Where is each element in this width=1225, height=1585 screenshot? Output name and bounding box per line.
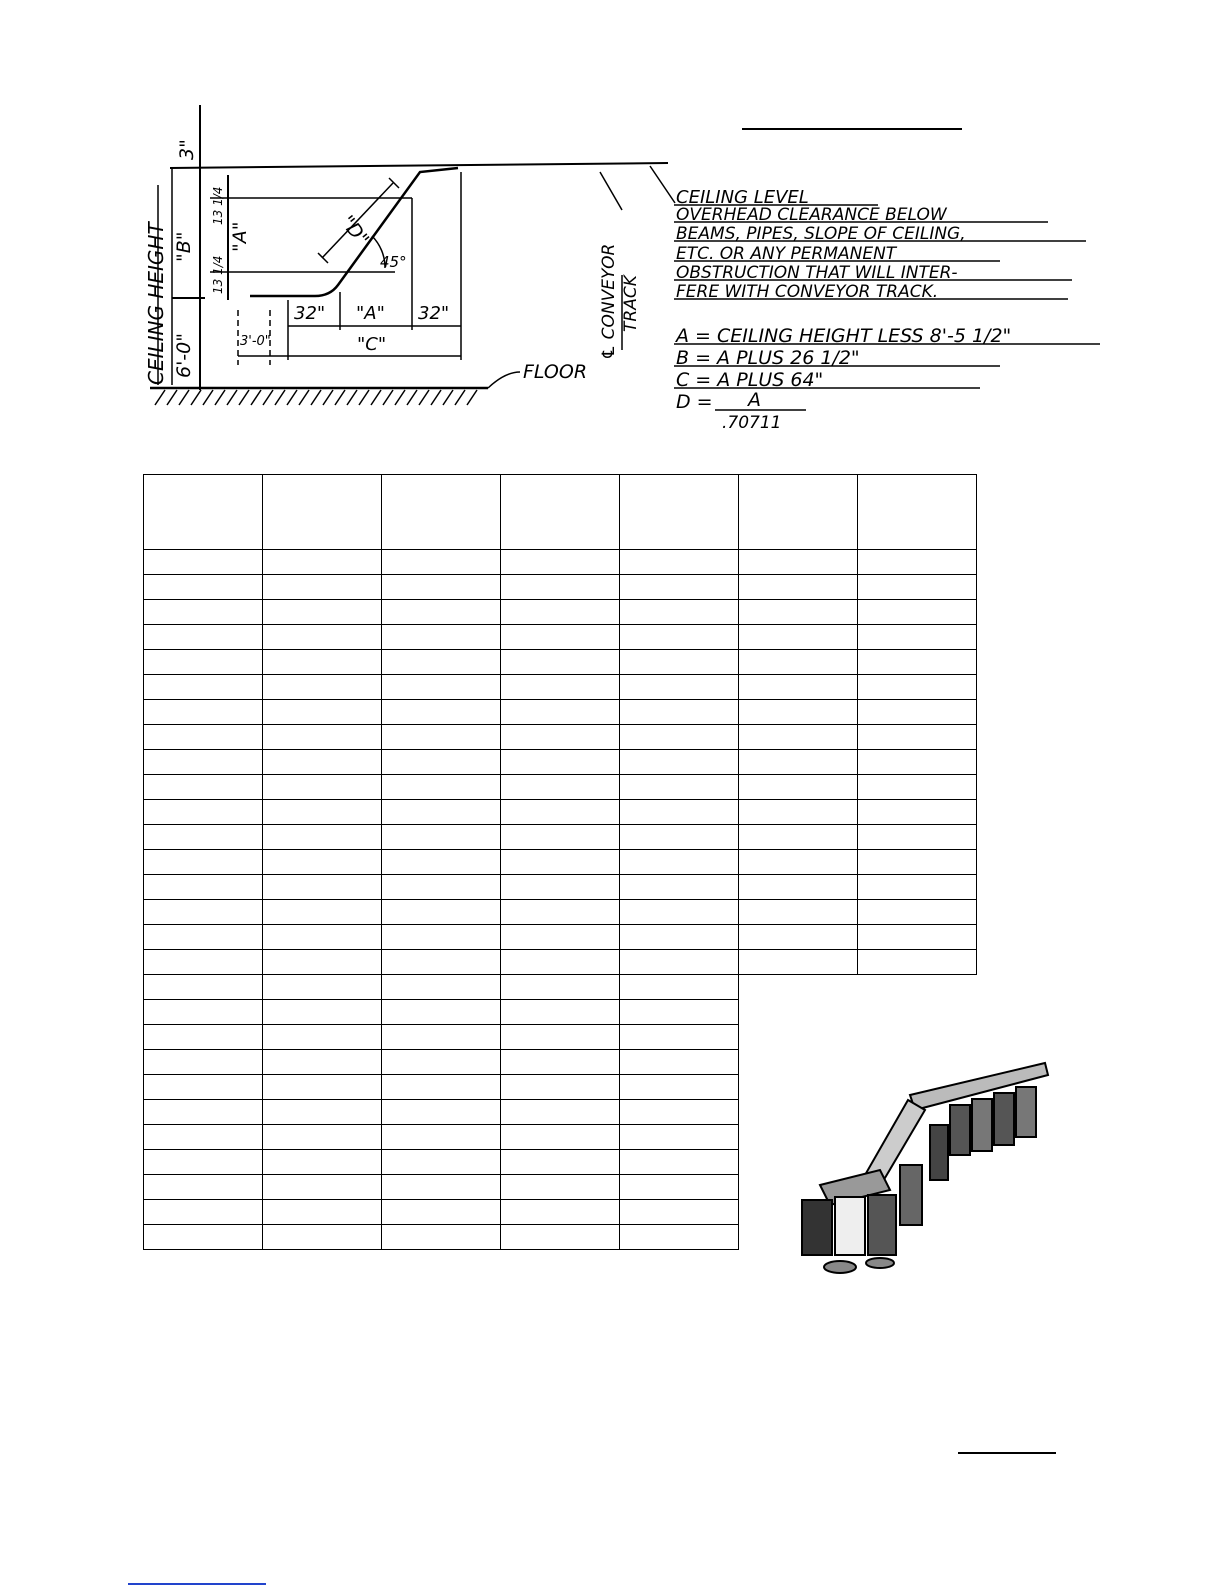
note-line-5: OBSTRUCTION THAT WILL INTER- <box>676 263 958 283</box>
garment-9 <box>868 1195 896 1255</box>
note-line-2: OVERHEAD CLEARANCE BELOW <box>676 205 947 225</box>
table-row <box>144 900 977 925</box>
dim-32-right-label: 32" <box>418 303 450 324</box>
table-row <box>144 550 977 575</box>
floor-hatch <box>155 390 477 405</box>
note-line-6: FERE WITH CONVEYOR TRACK. <box>676 282 939 302</box>
formula-d-lhs: D = <box>676 391 713 413</box>
a-horizontal-label: "A" <box>356 303 385 324</box>
formula-d-numerator: A <box>748 389 761 411</box>
garment-3 <box>994 1093 1014 1145</box>
note-line-4: ETC. OR ANY PERMANENT <box>676 244 897 264</box>
conveyor-leader <box>600 172 622 210</box>
half-bottom-label: 13 1/4 <box>211 255 225 294</box>
note-line-3: BEAMS, PIPES, SLOPE OF CEILING, <box>676 224 966 244</box>
table-row <box>144 750 977 775</box>
wheel-2 <box>866 1258 894 1268</box>
table-row-partial <box>144 1000 977 1025</box>
a-vertical-label: "A" <box>229 221 251 252</box>
page-number-rule <box>958 1452 1056 1454</box>
three-ft-label: 3'-0" <box>240 334 271 349</box>
table-row <box>144 675 977 700</box>
formula-b: B = A PLUS 26 1/2" <box>676 347 860 369</box>
clearance-diagram <box>0 0 1225 470</box>
formula-a: A = CEILING HEIGHT LESS 8'-5 1/2" <box>676 325 1012 347</box>
half-top-label: 13 1/4 <box>211 186 225 225</box>
conveyor-label: ℄ CONVEYOR <box>599 243 619 360</box>
d-label: "D" <box>336 211 374 251</box>
table-row <box>144 625 977 650</box>
garment-1 <box>950 1105 970 1155</box>
table-header-row <box>144 475 977 550</box>
table-row <box>144 800 977 825</box>
track-label: TRACK <box>621 275 641 332</box>
table-row <box>144 775 977 800</box>
floor-label: FLOOR <box>523 361 588 383</box>
garment-4 <box>1016 1087 1036 1137</box>
ceiling-line <box>170 163 668 168</box>
dim-32-left-label: 32" <box>294 303 326 324</box>
wheel-1 <box>824 1261 856 1273</box>
ceiling-height-label: CEILING HEIGHT <box>144 222 168 385</box>
garment-8 <box>835 1197 865 1255</box>
table-row-partial <box>144 975 977 1000</box>
table-row <box>144 875 977 900</box>
garment-6 <box>900 1165 922 1225</box>
note-line-1: CEILING LEVEL <box>676 187 809 208</box>
table-row <box>144 600 977 625</box>
conveyor-illustration <box>790 1055 1060 1285</box>
table-row <box>144 950 977 975</box>
garment-7 <box>802 1200 832 1255</box>
garment-5 <box>930 1125 948 1180</box>
floor-leader <box>488 372 520 388</box>
table-row <box>144 925 977 950</box>
six-ft-label: 6'-0" <box>173 333 195 378</box>
table-row <box>144 725 977 750</box>
garment-2 <box>972 1099 992 1151</box>
table-row <box>144 650 977 675</box>
table-row <box>144 825 977 850</box>
formula-c: C = A PLUS 64" <box>676 369 824 391</box>
table-row <box>144 575 977 600</box>
angle-label: 45° <box>380 253 407 271</box>
top-dim-label: 3" <box>176 139 198 160</box>
formula-d-denominator: .70711 <box>722 413 782 433</box>
table-row-partial <box>144 1025 977 1050</box>
b-label: "B" <box>173 231 195 262</box>
table-row <box>144 850 977 875</box>
c-label: "C" <box>357 334 387 355</box>
table-row <box>144 700 977 725</box>
ceiling-leader <box>650 166 675 203</box>
